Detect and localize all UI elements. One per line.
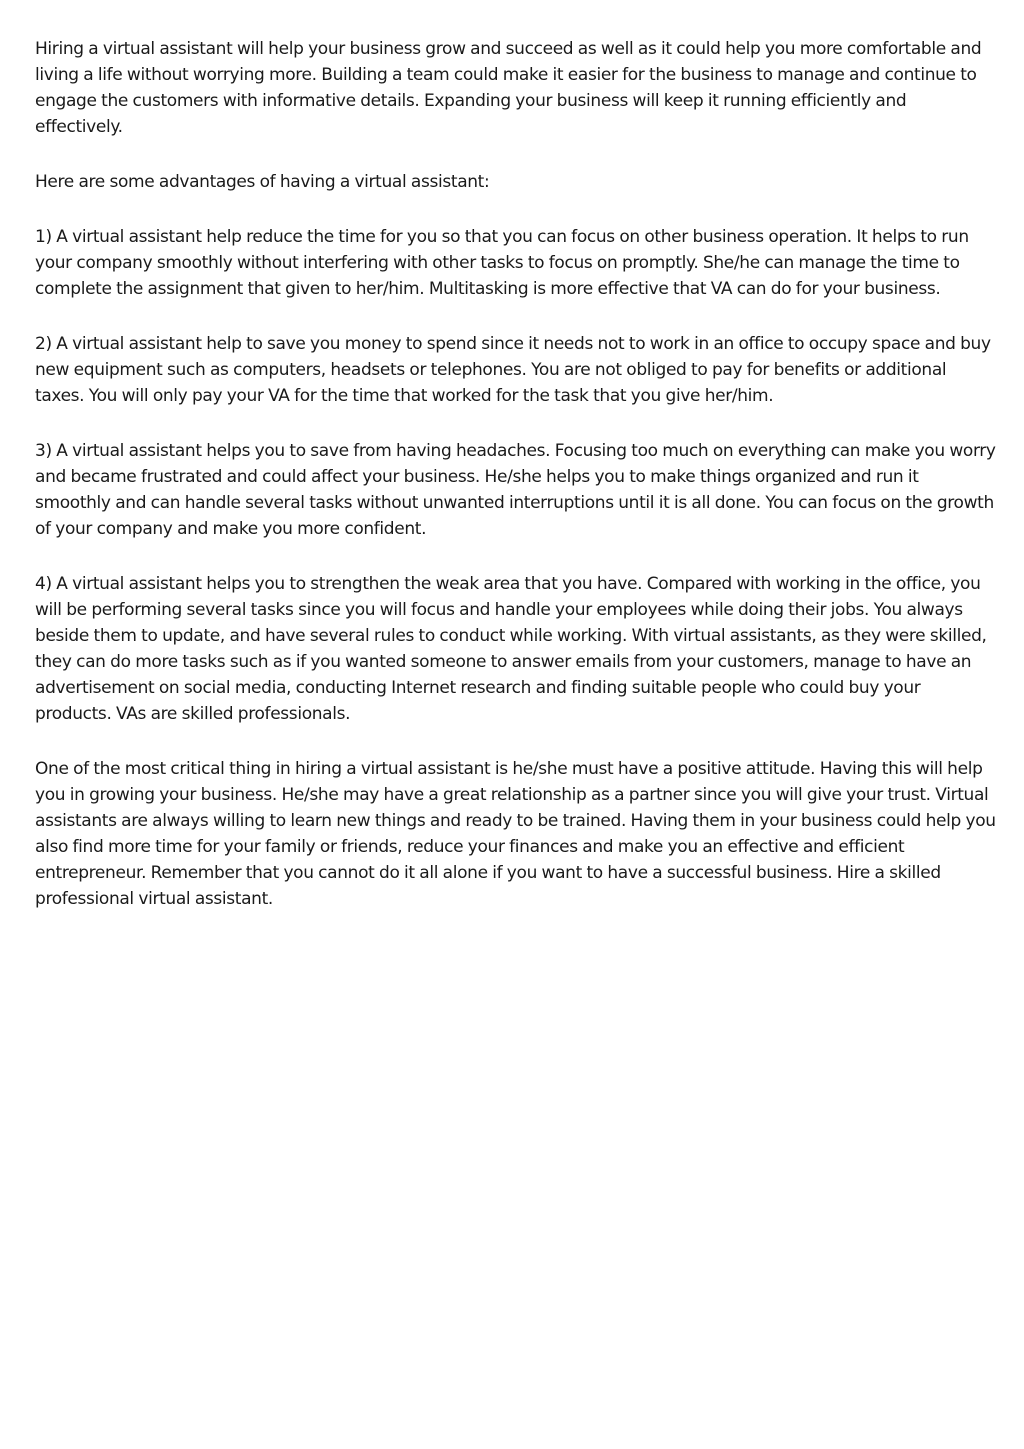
intro-paragraph: Hiring a virtual assistant will help your business grow and succeed as well as it could help you more comfortable and living a life without worrying more. Building a team could make it easier for the business to manage and continue to engage the customers with informative details. Expanding your business will keep it running efficiently and effectively. bbox=[35, 39, 982, 137]
document-body bbox=[35, 36, 997, 941]
conclusion-paragraph: One of the most critical thing in hiring a virtual assistant is he/she must have a positive attitude. Having this will help you in growing your business. He/she may have a great relationship as a partner since you will give your trust. Virtual assistants are always willing to learn new things and ready to be trained. Having them in your business could help you also find more time for your family or friends, reduce your finances and make you an effective and efficient entrepreneur. Remember that you cannot do it all alone if you want to have a successful business. Hire a skilled professional virtual assistant. bbox=[35, 759, 996, 909]
advantage-3-paragraph: 3) A virtual assistant helps you to save from having headaches. Focusing too much on everything can make you worry and became frustrated and could affect your business. He/she helps you to make things organized and run it smoothly and can handle several tasks without unwanted interruptions until it is all done. You can focus on the growth of your company and make you more confident. bbox=[35, 441, 996, 539]
advantage-4-paragraph: 4) A virtual assistant helps you to strengthen the weak area that you have. Compared with working in the office, you will be performing several tasks since you will focus and handle your employees while doing their jobs. You always beside them to update, and have several rules to conduct while working. With virtual assistants, as they were skilled, they can do more tasks such as if you wanted someone to answer emails from your customers, manage to have an advertisement on social media, conducting Internet research and finding suitable people who could buy your products. VAs are skilled professionals. bbox=[35, 574, 987, 724]
advantage-1-paragraph: 1) A virtual assistant help reduce the time for you so that you can focus on other business operation. It helps to run your company smoothly without interfering with other tasks to focus on promptly. She/he can manage the time to complete the assignment that given to her/him. Multitasking is more effective that VA can do for your business. bbox=[35, 227, 969, 299]
advantage-2-paragraph: 2) A virtual assistant help to save you money to spend since it needs not to work in an office to occupy space and buy new equipment such as computers, headsets or telephones. You are not obliged to pay for benefits or additional taxes. You will only pay your VA for the time that worked for the task that you give her/him. bbox=[35, 334, 991, 406]
advantages-heading-paragraph: Here are some advantages of having a virtual assistant: bbox=[35, 172, 490, 192]
